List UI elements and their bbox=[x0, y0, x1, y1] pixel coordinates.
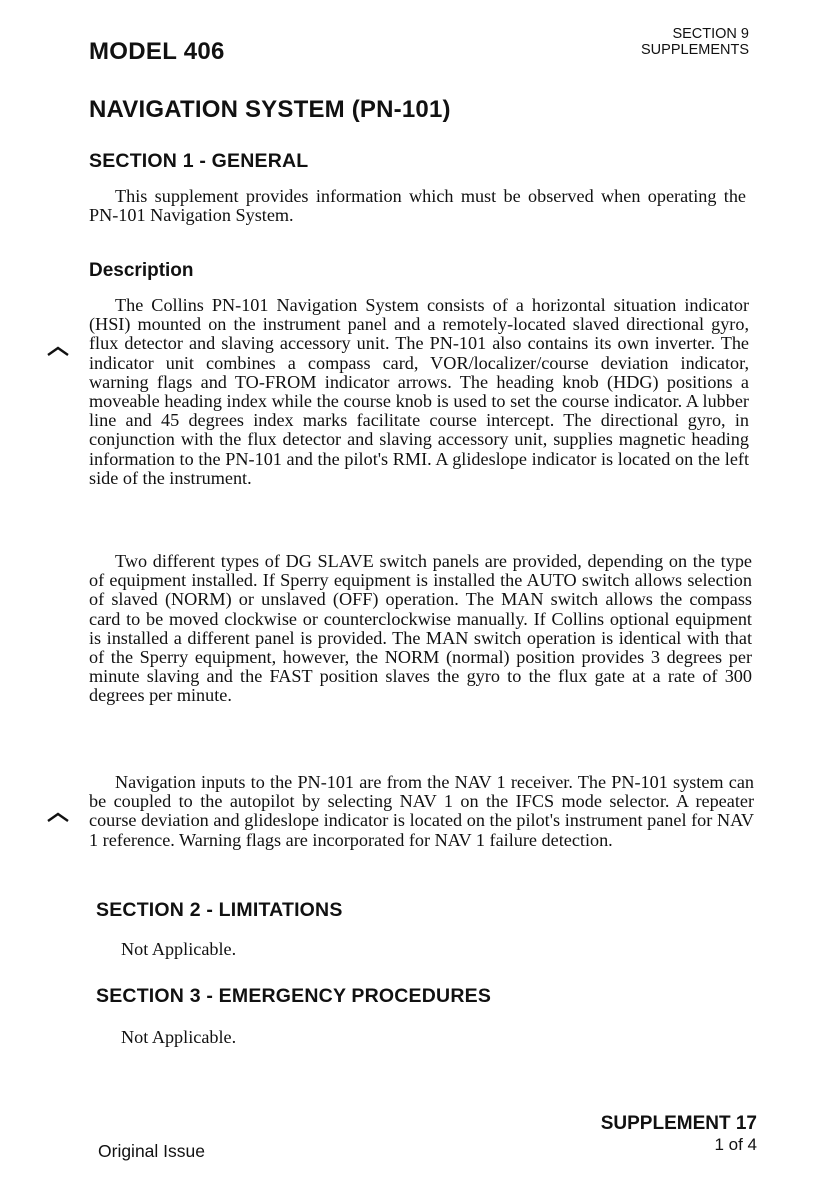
section-2-text: Not Applicable. bbox=[121, 939, 237, 959]
description-paragraph-2: Two different types of DG SLAVE switch panels are provided, depending on the type of equipment installed. If Sperry equipment is installed the AUTO switch allows selection of slaved (NORM) or unslaved (OFF) operation. The MAN switch allows the compass card to be moved clockwise or counterclockwise manually. If Collins optional equipment is installed a different panel is provided. The MAN switch operation is identical with that of the Sperry equipment, however, the NORM (normal) position provides 3 degrees per minute slaving and the FAST position slaves the gyro to the flux gate at a rate of 300 degrees per minute. bbox=[89, 551, 752, 706]
section-1-heading: SECTION 1 - GENERAL bbox=[89, 150, 309, 172]
revision-mark-icon bbox=[47, 346, 69, 356]
page-title: NAVIGATION SYSTEM (PN-101) bbox=[89, 96, 451, 123]
section-tag-line1: SECTION 9 bbox=[672, 26, 749, 42]
revision-mark-icon bbox=[47, 812, 69, 822]
section-3-text: Not Applicable. bbox=[121, 1027, 237, 1047]
issue-label: Original Issue bbox=[98, 1141, 205, 1161]
page-number: 1 of 4 bbox=[714, 1135, 757, 1154]
intro-paragraph: This supplement provides information which must be observed when operating the PN-101 Navigation System. bbox=[89, 186, 746, 226]
description-heading: Description bbox=[89, 260, 194, 281]
section-tag bbox=[549, 26, 749, 58]
section-2-heading: SECTION 2 - LIMITATIONS bbox=[96, 899, 343, 921]
model-label: MODEL 406 bbox=[89, 38, 225, 65]
supplement-number: SUPPLEMENT 17 bbox=[600, 1113, 757, 1134]
description-paragraph-3: Navigation inputs to the PN-101 are from the NAV 1 receiver. The PN-101 system can be coupled to the autopilot by selecting NAV 1 on the IFCS mode selector. A repeater course deviation and glideslope indicator is located on the pilot's instrument panel for NAV 1 reference. Warning flags are incorporated for NAV 1 failure detection. bbox=[89, 772, 754, 850]
section-tag-line2: SUPPLEMENTS bbox=[641, 42, 749, 58]
section-3-heading: SECTION 3 - EMERGENCY PROCEDURES bbox=[96, 985, 492, 1007]
description-paragraph-1: The Collins PN-101 Navigation System consists of a horizontal situation indicator (HSI) mounted on the instrument panel and a remotely-located slaved directional gyro, flux detector and slaving accessory unit. The PN-101 also contains its own inverter. The indicator unit combines a compass card, VOR/localizer/course deviation indicator, warning flags and TO-FROM indicator arrows. The heading knob (HDG) positions a moveable heading index while the course knob is used to set the course indicator. A lubber line and 45 degrees index marks facilitate course intercept. The directional gyro, in conjunction with the flux detector and slaving accessory unit, supplies magnetic heading information to the PN-101 and the pilot's RMI. A glideslope indicator is located on the left side of the instrument. bbox=[89, 295, 749, 488]
